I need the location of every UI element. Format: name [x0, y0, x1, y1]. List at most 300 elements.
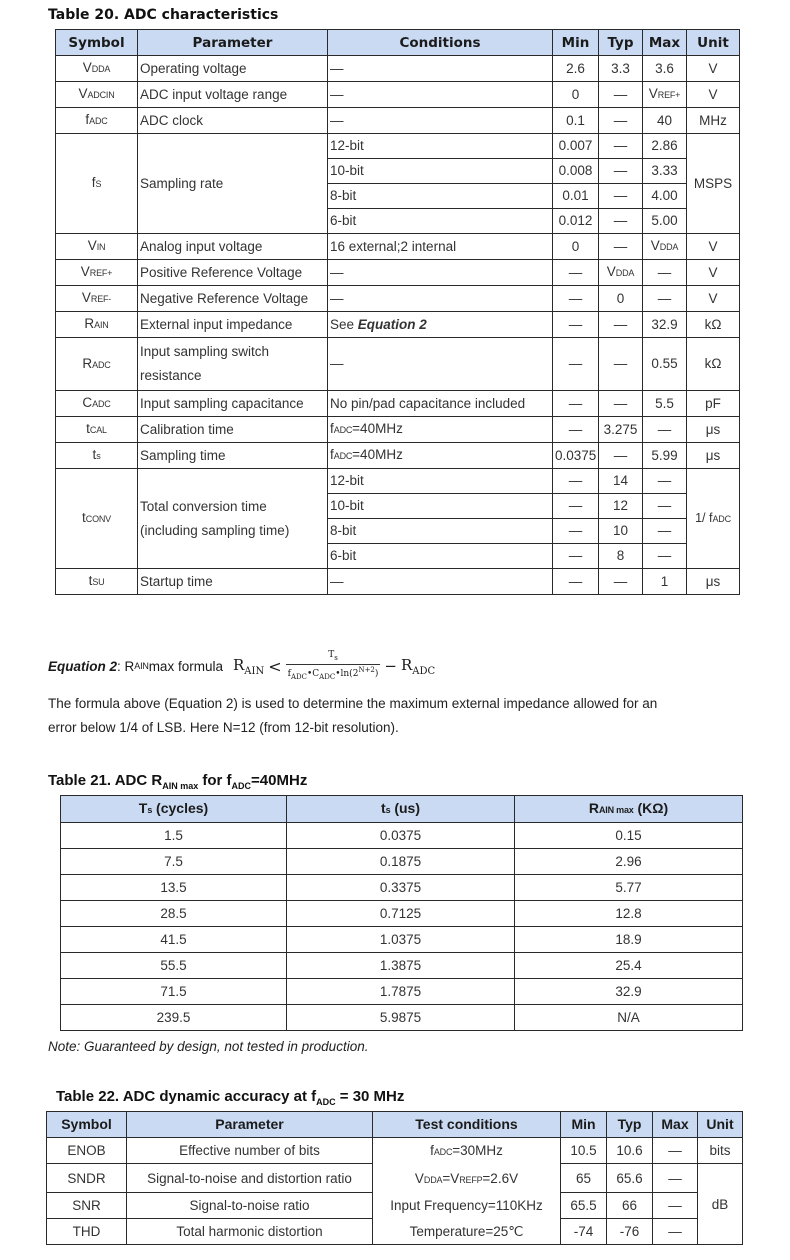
typ-symbol: V — [606, 264, 616, 279]
min-cell: 0.007 — [553, 134, 599, 159]
header-unit: (cycles) — [152, 800, 209, 816]
parameter-line-1: Total conversion time — [140, 498, 267, 514]
table-row-tcal — [56, 417, 740, 443]
table-row — [61, 823, 743, 849]
cycles-cell: 239.5 — [61, 1005, 287, 1031]
description-line-1: The formula above (Equation 2) is used to determine the maximum external impedance allowed for an — [48, 696, 658, 711]
symbol-cell — [56, 443, 138, 469]
rain-cell: 0.15 — [515, 823, 743, 849]
unit-cell: V — [687, 286, 740, 312]
symbol-subscript: ADC — [92, 399, 111, 409]
rain-cell: 25.4 — [515, 953, 743, 979]
symbol-subscript: ADCIN — [87, 90, 115, 100]
condition-symbol: f — [430, 1143, 434, 1158]
max-cell: 5.99 — [643, 443, 687, 469]
cycles-cell: 28.5 — [61, 901, 287, 927]
conditions-cell: 6-bit — [328, 544, 553, 569]
condition-temperature: Temperature=25℃ — [409, 1223, 524, 1239]
cycles-cell: 71.5 — [61, 979, 287, 1005]
unit-cell: bits — [698, 1138, 743, 1164]
max-subscript: REF+ — [657, 90, 681, 100]
equation-label-rest: : R — [117, 658, 135, 674]
table22-adc-dynamic-accuracy — [46, 1111, 743, 1245]
condition-subscript: DDA — [423, 1174, 443, 1185]
conditions-cell: 6-bit — [328, 209, 553, 234]
ts-cell: 1.0375 — [287, 927, 515, 953]
table22-caption — [56, 1088, 404, 1107]
typ-cell: 8 — [599, 544, 643, 569]
typ-cell: — — [599, 338, 643, 391]
parameter-cell: Analog input voltage — [138, 234, 328, 260]
unit-cell: V — [687, 260, 740, 286]
symbol-text: C — [82, 395, 93, 410]
ts-cell: 5.9875 — [287, 1005, 515, 1031]
typ-subscript: DDA — [615, 268, 635, 278]
symbol-cell: THD — [47, 1219, 127, 1245]
table-row-fs-12bit — [56, 134, 740, 159]
conditions-cell: 8-bit — [328, 519, 553, 544]
symbol-cell: ENOB — [47, 1138, 127, 1164]
table20-caption: Table 20. ADC characteristics — [48, 7, 279, 23]
lhs-subscript: AIN — [244, 665, 265, 677]
condition-fadc — [375, 1138, 558, 1166]
unit-cell: kΩ — [687, 338, 740, 391]
max-cell — [643, 82, 687, 108]
lhs-symbol: R — [232, 655, 245, 674]
symbol-subscript: IN — [96, 242, 106, 252]
table-row — [61, 979, 743, 1005]
table-row-rain — [56, 312, 740, 338]
max-cell: 2.86 — [643, 134, 687, 159]
ts-cell: 0.0375 — [287, 823, 515, 849]
min-cell: — — [553, 312, 599, 338]
unit-cell: MHz — [687, 108, 740, 134]
header-symbol: Symbol — [56, 30, 138, 56]
typ-cell: — — [599, 312, 643, 338]
ts-cell: 0.3375 — [287, 875, 515, 901]
min-cell: — — [553, 417, 599, 443]
unit-cell: V — [687, 234, 740, 260]
table20-adc-characteristics — [55, 29, 740, 595]
table-row-cadc — [56, 391, 740, 417]
symbol-cell — [56, 338, 138, 391]
min-cell: — — [553, 391, 599, 417]
conditions-cell: — — [328, 82, 553, 108]
ts-cell: 0.7125 — [287, 901, 515, 927]
min-cell: 0.012 — [553, 209, 599, 234]
min-cell: 0.008 — [553, 159, 599, 184]
equation-label-tail: max formula — [148, 658, 223, 674]
rhs-symbol: R — [400, 655, 413, 674]
typ-cell: 10.6 — [607, 1138, 653, 1164]
condition-subscript: ADC — [433, 1147, 453, 1157]
conditions-cell: 12-bit — [328, 134, 553, 159]
conditions-cell: 10-bit — [328, 494, 553, 519]
conditions-subscript: ADC — [333, 425, 353, 435]
parameter-cell: Sampling rate — [138, 134, 328, 234]
conditions-cell: 12-bit — [328, 469, 553, 494]
max-cell: 3.6 — [643, 56, 687, 82]
symbol-subscript: DDA — [91, 64, 111, 74]
header-ts-cycles — [61, 796, 287, 823]
equation-fraction — [286, 650, 381, 683]
conditions-cell: 8-bit — [328, 184, 553, 209]
conditions-cell — [328, 312, 553, 338]
test-conditions-cell — [373, 1138, 561, 1245]
conditions-cell: — — [328, 260, 553, 286]
symbol-text: V — [82, 60, 92, 75]
symbol-text: R — [82, 355, 93, 371]
table-row-enob — [47, 1138, 743, 1164]
typ-cell: — — [599, 108, 643, 134]
table-row — [61, 927, 743, 953]
symbol-text: R — [84, 316, 95, 331]
rain-cell: 18.9 — [515, 927, 743, 953]
symbol-subscript: ADC — [92, 359, 111, 370]
max-cell: 1 — [643, 569, 687, 595]
header-symbol: Symbol — [47, 1112, 127, 1138]
header-ts-us — [287, 796, 515, 823]
max-cell: — — [653, 1219, 698, 1245]
caption-part-b: = 30 MHz — [335, 1088, 405, 1105]
parameter-line-2: resistance — [140, 368, 202, 383]
typ-cell: 0 — [599, 286, 643, 312]
max-cell: 5.00 — [643, 209, 687, 234]
symbol-subscript: AIN — [94, 320, 109, 330]
symbol-cell — [56, 391, 138, 417]
symbol-subscript: REF- — [90, 294, 112, 304]
rain-cell: 5.77 — [515, 875, 743, 901]
min-cell: 0 — [553, 82, 599, 108]
symbol-cell — [56, 312, 138, 338]
unit-cell: μs — [687, 417, 740, 443]
max-cell: — — [653, 1164, 698, 1193]
parameter-line-2: (including sampling time) — [140, 522, 290, 538]
conditions-prefix: See — [330, 316, 358, 332]
max-cell: — — [653, 1193, 698, 1219]
min-cell: -74 — [561, 1219, 607, 1245]
unit-cell: μs — [687, 569, 740, 595]
rhs-subscript: ADC — [412, 665, 436, 677]
header-text: t — [380, 800, 386, 816]
table21-note: Note: Guaranteed by design, not tested in production. — [48, 1039, 369, 1054]
equation-2 — [48, 650, 435, 683]
min-cell: — — [553, 286, 599, 312]
header-max: Max — [653, 1112, 698, 1138]
header-subscript: AIN max — [598, 805, 634, 815]
typ-cell: — — [599, 569, 643, 595]
symbol-cell: SNR — [47, 1193, 127, 1219]
typ-cell: — — [599, 159, 643, 184]
symbol-cell — [56, 260, 138, 286]
header-unit: Unit — [698, 1112, 743, 1138]
parameter-cell: ADC input voltage range — [138, 82, 328, 108]
unit-cell: kΩ — [687, 312, 740, 338]
min-cell: 10.5 — [561, 1138, 607, 1164]
max-cell: — — [643, 544, 687, 569]
symbol-subscript: ADC — [89, 116, 108, 126]
conditions-cell: — — [328, 569, 553, 595]
parameter-cell: Input sampling capacitance — [138, 391, 328, 417]
conditions-value: =40MHz — [352, 421, 403, 436]
condition-vdda — [375, 1166, 558, 1194]
typ-cell: — — [599, 209, 643, 234]
table-row-fadc — [56, 108, 740, 134]
max-cell: — — [643, 469, 687, 494]
conditions-symbol: f — [330, 421, 334, 436]
table-row-ts — [56, 443, 740, 469]
parameter-cell: Operating voltage — [138, 56, 328, 82]
max-cell: 3.33 — [643, 159, 687, 184]
equation-lhs — [233, 656, 264, 677]
parameter-cell: Total harmonic distortion — [127, 1219, 373, 1245]
ts-cell: 1.7875 — [287, 979, 515, 1005]
condition-value: =2.6V — [482, 1170, 519, 1186]
header-parameter: Parameter — [138, 30, 328, 56]
parameter-line-1: Input sampling switch — [140, 344, 270, 359]
equation-2-link[interactable]: Equation 2 — [357, 316, 427, 332]
max-cell — [643, 234, 687, 260]
condition-input-frequency: Input Frequency=110KHz — [390, 1198, 543, 1213]
table-row-vref-plus — [56, 260, 740, 286]
symbol-cell — [56, 134, 138, 234]
max-cell: 4.00 — [643, 184, 687, 209]
ts-cell: 1.3875 — [287, 953, 515, 979]
typ-cell: — — [599, 234, 643, 260]
header-parameter: Parameter — [127, 1112, 373, 1138]
min-cell: 0.1 — [553, 108, 599, 134]
header-text: T — [138, 800, 148, 816]
min-cell: 2.6 — [553, 56, 599, 82]
fraction-numerator — [326, 650, 340, 664]
min-cell: — — [553, 338, 599, 391]
table-row — [61, 875, 743, 901]
header-conditions: Conditions — [328, 30, 553, 56]
fraction-denominator: $f_{ADC}•C_{ADC}•\ln(2^{N+2})$ — [287, 665, 379, 681]
table-row — [61, 953, 743, 979]
rain-cell: 12.8 — [515, 901, 743, 927]
min-cell: 65 — [561, 1164, 607, 1193]
symbol-text: V — [87, 238, 97, 253]
symbol-cell — [56, 82, 138, 108]
symbol-cell — [56, 56, 138, 82]
cycles-cell: 41.5 — [61, 927, 287, 953]
unit-cell: V — [687, 56, 740, 82]
max-subscript: DDA — [659, 242, 679, 252]
unit-cell: V — [687, 82, 740, 108]
parameter-cell: Calibration time — [138, 417, 328, 443]
minus-operator: − — [384, 657, 397, 676]
caption-subscript-1: AIN max — [162, 781, 199, 791]
table21-adc-rain-max — [60, 795, 743, 1031]
parameter-cell: Effective number of bits — [127, 1138, 373, 1164]
typ-cell: 12 — [599, 494, 643, 519]
max-cell: 40 — [643, 108, 687, 134]
description-line-2: error below 1/4 of LSB. Here N=12 (from 12-bit resolution). — [48, 720, 399, 735]
header-typ: Typ — [607, 1112, 653, 1138]
numerator-subscript: s — [334, 653, 338, 662]
symbol-cell — [56, 417, 138, 443]
caption-part-c: =40MHz — [251, 772, 308, 789]
header-typ: Typ — [599, 30, 643, 56]
parameter-cell: Positive Reference Voltage — [138, 260, 328, 286]
typ-cell — [599, 260, 643, 286]
symbol-subscript: CONV — [85, 514, 111, 524]
max-cell: — — [643, 286, 687, 312]
min-cell: 0.01 — [553, 184, 599, 209]
numerator-symbol: T — [328, 650, 335, 660]
min-cell: 0 — [553, 234, 599, 260]
max-cell: — — [643, 260, 687, 286]
parameter-cell: Signal-to-noise and distortion ratio — [127, 1164, 373, 1193]
typ-cell: — — [599, 82, 643, 108]
unit-cell: pF — [687, 391, 740, 417]
caption-part-a: Table 21. ADC R — [48, 772, 163, 789]
unit-cell: μs — [687, 443, 740, 469]
caption-part-b: for f — [198, 772, 232, 789]
ts-cell: 0.1875 — [287, 849, 515, 875]
typ-cell: 3.275 — [599, 417, 643, 443]
caption-subscript: ADC — [316, 1097, 336, 1107]
parameter-cell: ADC clock — [138, 108, 328, 134]
parameter-cell: Startup time — [138, 569, 328, 595]
parameter-cell: External input impedance — [138, 312, 328, 338]
conditions-subscript: ADC — [333, 451, 353, 461]
max-symbol: V — [650, 238, 660, 253]
typ-cell: — — [599, 443, 643, 469]
symbol-text: V — [81, 290, 91, 305]
max-cell: — — [643, 417, 687, 443]
symbol-cell: SNDR — [47, 1164, 127, 1193]
table21-caption — [48, 772, 307, 791]
parameter-cell: Signal-to-noise ratio — [127, 1193, 373, 1219]
symbol-text: f — [91, 175, 96, 190]
table-row-radc — [56, 338, 740, 391]
min-cell: — — [553, 519, 599, 544]
header-subscript: s — [147, 805, 153, 815]
less-than-operator: < — [268, 656, 282, 676]
conditions-cell: No pin/pad capacitance included — [328, 391, 553, 417]
symbol-cell — [56, 569, 138, 595]
header-subscript: s — [385, 805, 391, 815]
table-row — [61, 1005, 743, 1031]
max-cell: 32.9 — [643, 312, 687, 338]
unit-cell — [687, 469, 740, 569]
cycles-cell: 55.5 — [61, 953, 287, 979]
conditions-cell: 16 external;2 internal — [328, 234, 553, 260]
typ-cell: 66 — [607, 1193, 653, 1219]
condition-subscript-2: REFP — [459, 1174, 483, 1185]
parameter-cell: Negative Reference Voltage — [138, 286, 328, 312]
parameter-cell — [138, 338, 328, 391]
min-cell: — — [553, 494, 599, 519]
min-cell: — — [553, 569, 599, 595]
symbol-text: f — [85, 112, 90, 127]
rain-cell: 2.96 — [515, 849, 743, 875]
header-max: Max — [643, 30, 687, 56]
unit-cell: dB — [698, 1164, 743, 1245]
min-cell: — — [553, 260, 599, 286]
unit-subscript: ADC — [712, 514, 731, 524]
typ-cell: 3.3 — [599, 56, 643, 82]
header-text: R — [588, 800, 599, 816]
cycles-cell: 13.5 — [61, 875, 287, 901]
condition-eq: =V — [442, 1170, 460, 1186]
max-cell: — — [653, 1138, 698, 1164]
cycles-cell: 7.5 — [61, 849, 287, 875]
symbol-cell — [56, 234, 138, 260]
condition-symbol: V — [414, 1170, 424, 1186]
conditions-cell: — — [328, 286, 553, 312]
symbol-text: t — [82, 510, 86, 525]
equation-rhs — [401, 656, 435, 677]
typ-cell: 65.6 — [607, 1164, 653, 1193]
conditions-cell — [328, 417, 553, 443]
header-min: Min — [553, 30, 599, 56]
header-rain-max — [515, 796, 743, 823]
conditions-cell: — — [328, 338, 553, 391]
conditions-cell — [328, 443, 553, 469]
header-unit: (KΩ) — [633, 800, 669, 816]
equation-label: Equation 2 — [48, 658, 118, 674]
min-cell: — — [553, 469, 599, 494]
caption-part-a: Table 22. ADC dynamic accuracy at f — [56, 1088, 317, 1105]
max-cell: 5.5 — [643, 391, 687, 417]
table-row — [61, 849, 743, 875]
conditions-cell: — — [328, 56, 553, 82]
symbol-text: t — [88, 573, 93, 588]
typ-cell: — — [599, 391, 643, 417]
typ-cell: — — [599, 184, 643, 209]
min-cell: — — [553, 544, 599, 569]
condition-value: =30MHz — [452, 1143, 503, 1158]
symbol-subscript: REF+ — [89, 268, 113, 278]
rain-cell: 32.9 — [515, 979, 743, 1005]
unit-prefix: 1/ f — [695, 511, 713, 525]
table-row-vdda — [56, 56, 740, 82]
table-row-tsu — [56, 569, 740, 595]
conditions-cell: — — [328, 108, 553, 134]
min-cell: 0.0375 — [553, 443, 599, 469]
table-row-vref-minus — [56, 286, 740, 312]
table-row-tconv-12bit — [56, 469, 740, 494]
header-test-conditions: Test conditions — [373, 1112, 561, 1138]
rain-cell: N/A — [515, 1005, 743, 1031]
table-row-vin — [56, 234, 740, 260]
max-symbol: V — [648, 86, 658, 101]
parameter-cell — [138, 469, 328, 569]
header-unit: Unit — [687, 30, 740, 56]
symbol-cell — [56, 108, 138, 134]
typ-cell: 10 — [599, 519, 643, 544]
typ-cell: — — [599, 134, 643, 159]
symbol-subscript: CAL — [89, 425, 107, 435]
parameter-cell: Sampling time — [138, 443, 328, 469]
conditions-cell: 10-bit — [328, 159, 553, 184]
conditions-value: =40MHz — [352, 447, 403, 462]
typ-cell: -76 — [607, 1219, 653, 1245]
symbol-cell — [56, 286, 138, 312]
min-cell: 65.5 — [561, 1193, 607, 1219]
unit-cell: MSPS — [687, 134, 740, 234]
equation-label-subscript: AIN — [134, 661, 149, 672]
table-row-vadcin — [56, 82, 740, 108]
symbol-text: V — [78, 86, 88, 101]
symbol-cell — [56, 469, 138, 569]
table-row — [61, 901, 743, 927]
max-cell: — — [643, 494, 687, 519]
symbol-subscript: SU — [92, 577, 105, 587]
